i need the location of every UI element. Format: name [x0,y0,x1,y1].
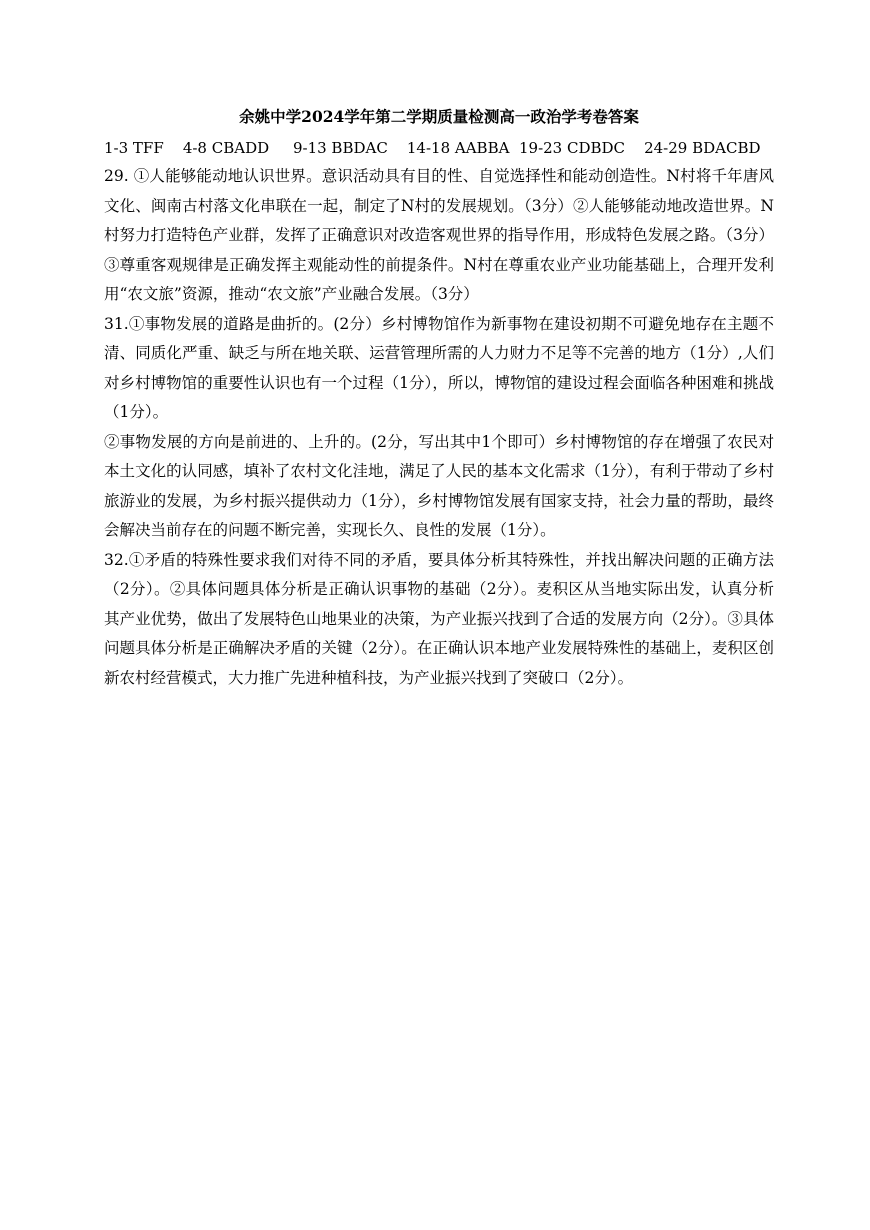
answer-29: 29. ①人能够能动地认识世界。意识活动具有目的性、自觉选择性和能动创造性。N村将千年唐风文化、闽南古村落文化串联在一起，制定了N村的发展规划。（3分）②人能够能动地改造世界。N村努力打造特色产业群，发挥了正确意识对改造客观世界的指导作用，形成特色发展之路。（3分）③尊重客观规律是正确发挥主观能动性的前提条件。N村在尊重农业产业功能基础上，合理开发利用“农文旅”资源，推动“农文旅”产业融合发展。（3分） [104,167,774,303]
answer-document [104,100,774,693]
answer-32: 32.①矛盾的特殊性要求我们对待不同的矛盾，要具体分析其特殊性，并找出解决问题的正确方法（2分）。②具体问题具体分析是正确认识事物的基础（2分）。麦积区从当地实际出发，认真分析其产业优势，做出了发展特色山地果业的决策，为产业振兴找到了合适的发展方向（2分）。③具体问题具体分析是正确解决矛盾的关键（2分）。在正确认识本地产业发展特殊性的基础上，麦积区创新农村经营模式，大力推广先进种植科技，为产业振兴找到了突破口（2分）。 [104,550,774,687]
document-title: 余姚中学2024学年第二学期质量检测高一政治学考卷答案 [239,107,639,126]
multiple-choice-answer-key: 1-3 TFF 4-8 CBADD 9-13 BBDAC 14-18 AABBA 19-23 CDBDC 24-29 BDACBD [104,139,761,157]
answer-31-part-1: 31.①事物发展的道路是曲折的。(2分）乡村博物馆作为新事物在建设初期不可避免地存在主题不清、同质化严重、缺乏与所在地关联、运营管理所需的人力财力不足等不完善的地方（1分）,人们对乡村博物馆的重要性认识也有一个过程（1分），所以，博物馆的建设过程会面临各种困难和挑战（1分）。 [104,314,774,421]
answer-31-part-2: ②事物发展的方向是前进的、上升的。(2分，写出其中1个即可）乡村博物馆的存在增强了农民对本土文化的认同感，填补了农村文化洼地，满足了人民的基本文化需求（1分），有利于带动了乡村旅游业的发展，为乡村振兴提供动力（1分），乡村博物馆发展有国家支持，社会力量的帮助，最终会解决当前存在的问题不断完善，实现长久、良性的发展（1分）。 [104,432,774,539]
